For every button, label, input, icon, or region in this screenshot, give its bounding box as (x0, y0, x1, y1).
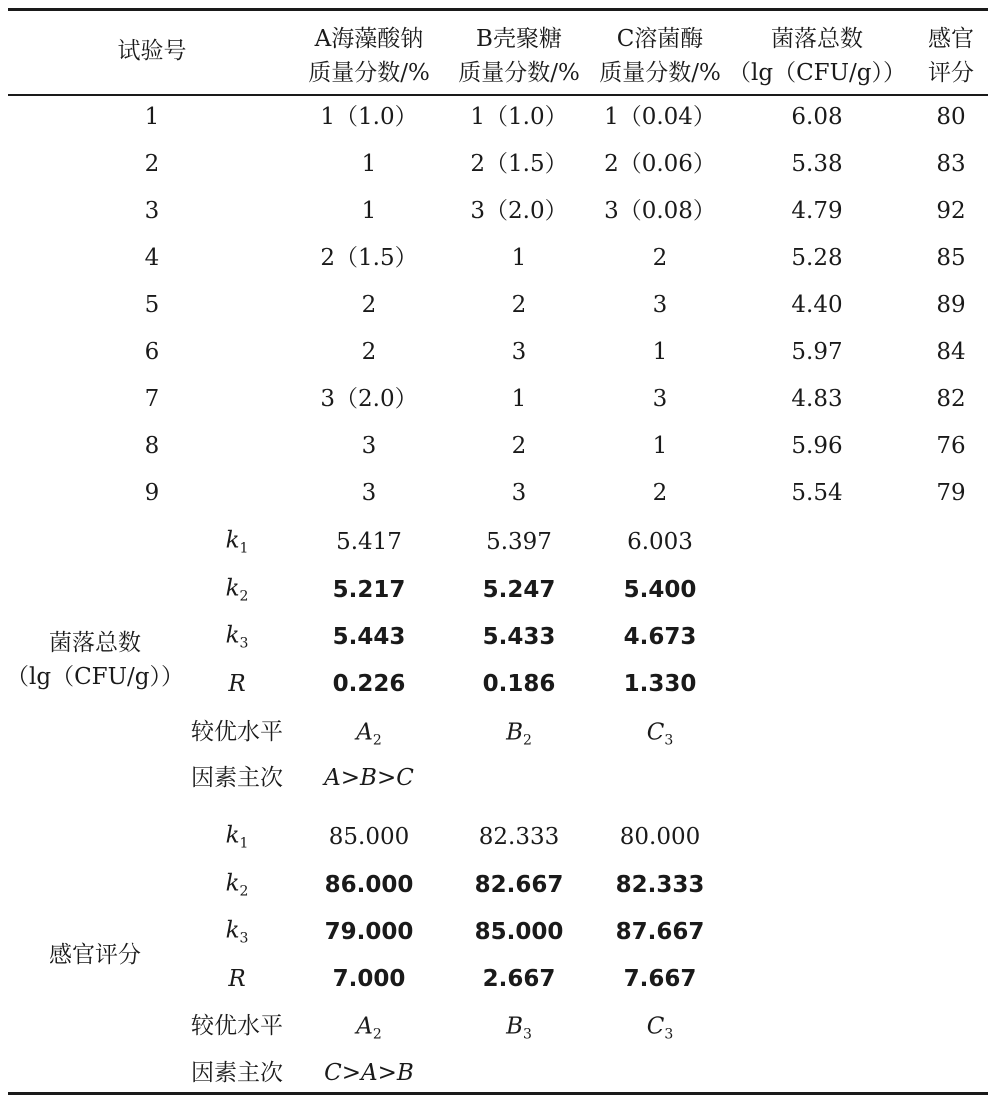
sensory-optimal-c: $C_3$ (646, 1013, 674, 1043)
sensory-score-value: 76 (936, 432, 966, 459)
colony-k1-b: 5.397 (486, 528, 552, 555)
factor-a-level: 1 (361, 197, 377, 224)
colony-k2-c: 5.400 (623, 576, 697, 603)
factor-b-level: 1 (511, 385, 527, 412)
sensory-k1-label: $k_1$ (225, 822, 249, 852)
colony-k1-c: 6.003 (627, 528, 693, 555)
colony-count-value: 5.54 (791, 479, 843, 506)
colony-order-label: 因素主次 (191, 764, 283, 791)
colony-r-label: R (228, 670, 246, 697)
header-trial: 试验号 (117, 38, 187, 64)
factor-c-level: 3 (652, 385, 668, 412)
sensory-group-label: 感官评分 (49, 941, 141, 968)
factor-a-level: 2（1.5） (320, 244, 418, 271)
trial-number: 9 (144, 479, 160, 506)
factor-a-level: 3 (361, 432, 377, 459)
sensory-order-label: 因素主次 (191, 1059, 283, 1086)
trial-number: 7 (144, 385, 160, 412)
trial-number: 8 (144, 432, 160, 459)
trial-number: 1 (144, 103, 160, 130)
colony-count-value: 4.40 (791, 291, 843, 318)
table-bottom-rule (8, 1092, 988, 1095)
trial-number: 3 (144, 197, 160, 224)
colony-k3-b: 5.433 (482, 623, 556, 650)
sensory-k2-c: 82.333 (615, 871, 705, 898)
factor-a-level: 1 (361, 150, 377, 177)
sensory-k2-b: 82.667 (474, 871, 564, 898)
sensory-score-value: 83 (936, 150, 966, 177)
header-factor-b: B壳聚糖 质量分数/% (458, 26, 580, 86)
colony-k1-a: 5.417 (336, 528, 402, 555)
factor-c-level: 1（0.04） (604, 103, 716, 130)
colony-group-label-line2: （lg（CFU/g）） (6, 663, 184, 690)
sensory-k3-c: 87.667 (615, 918, 705, 945)
factor-b-level: 3（2.0） (470, 197, 568, 224)
factor-a-level: 2 (361, 338, 377, 365)
trial-number: 6 (144, 338, 160, 365)
factor-b-level: 2（1.5） (470, 150, 568, 177)
factor-a-level: 3 (361, 479, 377, 506)
factor-b-level: 3 (511, 479, 527, 506)
colony-count-value: 5.38 (791, 150, 843, 177)
factor-c-level: 2 (652, 479, 668, 506)
colony-k2-label: $k_2$ (225, 575, 249, 605)
sensory-k1-c: 80.000 (619, 823, 701, 850)
colony-count-value: 5.96 (791, 432, 843, 459)
factor-b-level: 1（1.0） (470, 103, 568, 130)
colony-r-b: 0.186 (482, 670, 556, 697)
table-top-rule (8, 8, 988, 11)
colony-count-value: 4.79 (791, 197, 843, 224)
factor-c-level: 3 (652, 291, 668, 318)
colony-k2-a: 5.217 (332, 576, 406, 603)
factor-b-level: 2 (511, 432, 527, 459)
header-factor-a: A海藻酸钠 质量分数/% (308, 26, 430, 86)
sensory-optimal-label: 较优水平 (191, 1012, 283, 1039)
factor-c-level: 1 (652, 338, 668, 365)
sensory-k1-a: 85.000 (328, 823, 410, 850)
sensory-score-value: 80 (936, 103, 966, 130)
colony-group-label-line1: 菌落总数 (49, 629, 141, 656)
table-header-rule (8, 94, 988, 96)
trial-number: 2 (144, 150, 160, 177)
colony-k1-label: $k_1$ (225, 527, 249, 557)
sensory-r-b: 2.667 (482, 965, 556, 992)
colony-optimal-label: 较优水平 (191, 718, 283, 745)
sensory-score-value: 82 (936, 385, 966, 412)
sensory-r-a: 7.000 (332, 965, 406, 992)
sensory-k2-a: 86.000 (324, 871, 414, 898)
colony-optimal-c: $C_3$ (646, 719, 674, 749)
colony-count-value: 4.83 (791, 385, 843, 412)
factor-b-level: 3 (511, 338, 527, 365)
sensory-k3-a: 79.000 (324, 918, 414, 945)
header-sensory-score: 感官 评分 (928, 26, 974, 86)
colony-k3-label: $k_3$ (225, 622, 249, 652)
header-factor-c: C溶菌酶 质量分数/% (599, 26, 721, 86)
trial-number: 4 (144, 244, 160, 271)
sensory-score-value: 85 (936, 244, 966, 271)
colony-k3-c: 4.673 (623, 623, 697, 650)
sensory-k2-label: $k_2$ (225, 870, 249, 900)
factor-a-level: 1（1.0） (320, 103, 418, 130)
colony-r-c: 1.330 (623, 670, 697, 697)
factor-a-level: 2 (361, 291, 377, 318)
sensory-score-value: 84 (936, 338, 966, 365)
header-colony-count: 菌落总数 （lg（CFU/g）） (728, 26, 906, 86)
factor-c-level: 2 (652, 244, 668, 271)
factor-c-level: 1 (652, 432, 668, 459)
colony-optimal-b: $B_2$ (506, 719, 532, 749)
factor-b-level: 2 (511, 291, 527, 318)
colony-r-a: 0.226 (332, 670, 406, 697)
factor-c-level: 3（0.08） (604, 197, 716, 224)
sensory-score-value: 92 (936, 197, 966, 224)
colony-k3-a: 5.443 (332, 623, 406, 650)
sensory-r-label: R (228, 965, 246, 992)
sensory-optimal-a: $A_2$ (356, 1013, 382, 1043)
factor-a-level: 3（2.0） (320, 385, 418, 412)
sensory-r-c: 7.667 (623, 965, 697, 992)
factor-c-level: 2（0.06） (604, 150, 716, 177)
colony-count-value: 5.97 (791, 338, 843, 365)
trial-number: 5 (144, 291, 160, 318)
colony-count-value: 5.28 (791, 244, 843, 271)
sensory-score-value: 79 (936, 479, 966, 506)
sensory-k3-b: 85.000 (474, 918, 564, 945)
sensory-optimal-b: $B_3$ (506, 1013, 532, 1043)
factor-b-level: 1 (511, 244, 527, 271)
colony-count-value: 6.08 (791, 103, 843, 130)
sensory-k3-label: $k_3$ (225, 917, 249, 947)
sensory-score-value: 89 (936, 291, 966, 318)
sensory-order-value: C>A>B (324, 1059, 414, 1086)
colony-optimal-a: $A_2$ (356, 719, 382, 749)
sensory-k1-b: 82.333 (478, 823, 560, 850)
colony-order-value: A>B>C (324, 764, 414, 791)
colony-k2-b: 5.247 (482, 576, 556, 603)
